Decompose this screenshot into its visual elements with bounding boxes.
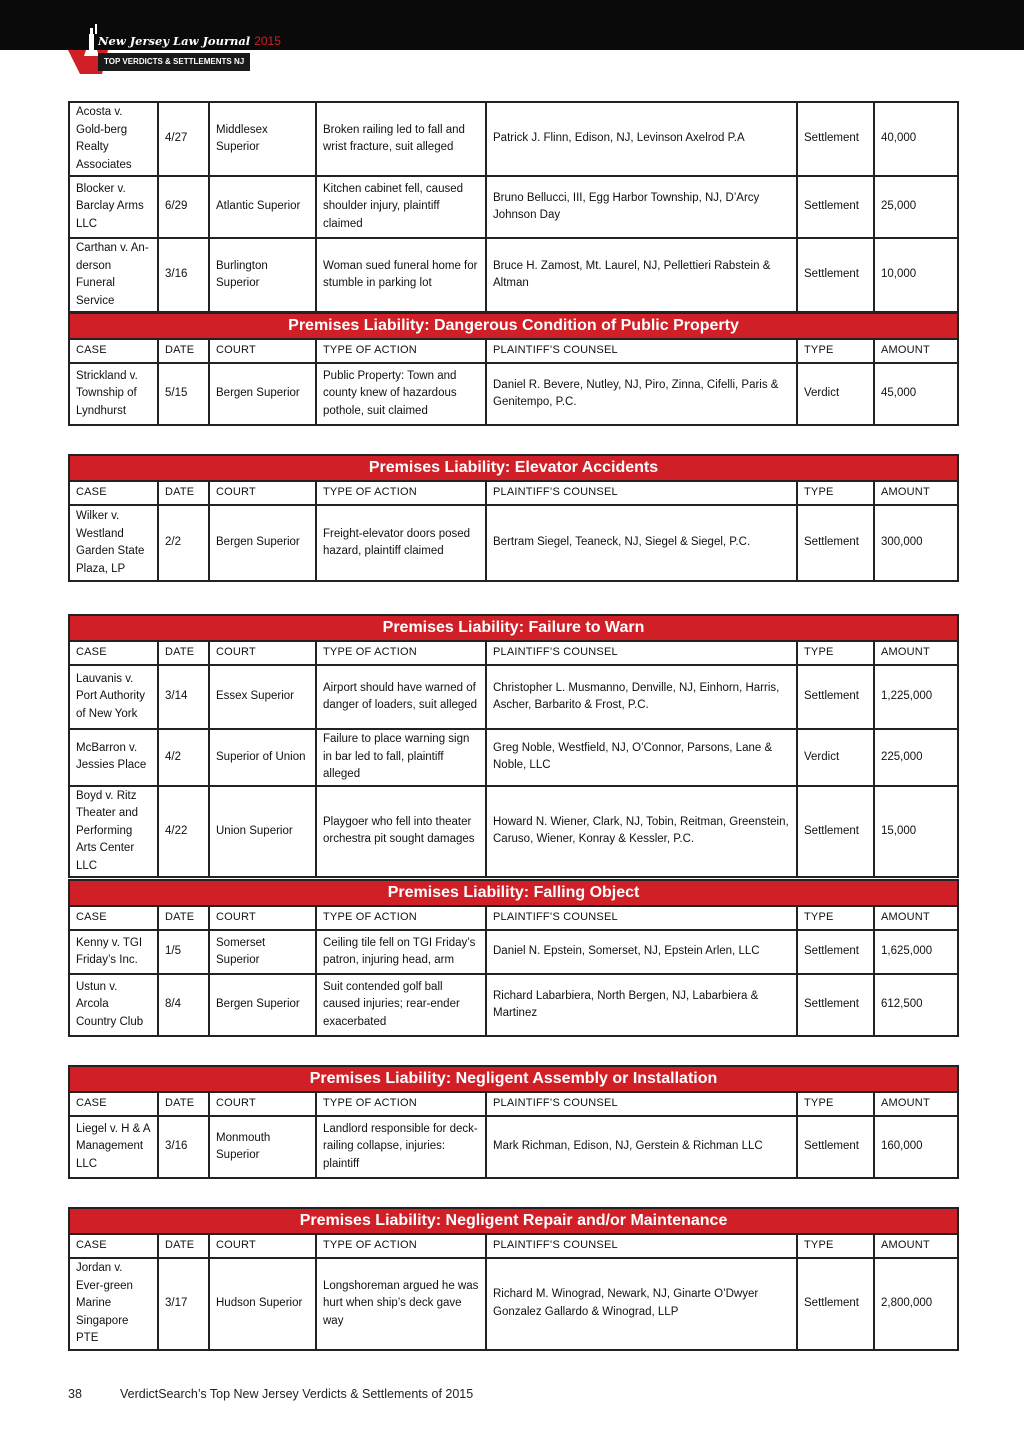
cell-amount: 2,800,000 [874,1258,958,1350]
section-4 [68,1065,957,1179]
section-1 [68,454,957,582]
column-header-row [69,906,958,930]
cell-counsel: Daniel N. Epstein, Somerset, NJ, Epstein Arlen, LLC [486,930,797,974]
cell-type: Verdict [797,729,874,786]
column-header-date: DATE [158,1092,209,1116]
cell-case: Lauvanis v. Port Authority of New York [69,665,158,729]
table-row [69,1116,958,1178]
section-0 [68,312,957,426]
cell-counsel: Bertram Siegel, Teaneck, NJ, Siegel & Siegel, P.C. [486,505,797,581]
column-header-action: TYPE OF ACTION [316,481,486,505]
cell-amount: 45,000 [874,363,958,425]
section-5 [68,1207,957,1351]
section-title: Premises Liability: Failure to Warn [69,615,958,641]
column-header-action: TYPE OF ACTION [316,339,486,363]
column-header-row [69,1234,958,1258]
column-header-case: CASE [69,906,158,930]
cell-case: Kenny v. TGI Friday’s Inc. [69,930,158,974]
publication-logo [68,22,281,74]
cell-court: Bergen Superior [209,974,316,1036]
table-row [69,786,958,878]
column-header-court: COURT [209,641,316,665]
cell-amount: 612,500 [874,974,958,1036]
cell-amount: 1,625,000 [874,930,958,974]
continued-table [68,101,957,313]
cell-case: Carthan v. An-derson Funeral Service [69,238,158,312]
column-header-amount: AMOUNT [874,481,958,505]
column-header-type: TYPE [797,1234,874,1258]
column-header-row [69,641,958,665]
cell-date: 3/16 [158,238,209,312]
column-header-action: TYPE OF ACTION [316,1234,486,1258]
cell-type: Settlement [797,238,874,312]
column-header-type: TYPE [797,641,874,665]
cell-court: Essex Superior [209,665,316,729]
column-header-case: CASE [69,1234,158,1258]
cell-court: Union Superior [209,786,316,878]
cell-counsel: Richard M. Winograd, Newark, NJ, Ginarte O’Dwyer Gonzalez Gallardo & Winograd, LLP [486,1258,797,1350]
cell-date: 6/29 [158,176,209,238]
cell-counsel: Bruce H. Zamost, Mt. Laurel, NJ, Pellettieri Rabstein & Altman [486,238,797,312]
cell-amount: 25,000 [874,176,958,238]
table-row [69,974,958,1036]
cell-counsel: Patrick J. Flinn, Edison, NJ, Levinson Axelrod P.A [486,102,797,176]
cell-type: Settlement [797,786,874,878]
cell-counsel: Greg Noble, Westfield, NJ, O’Connor, Parsons, Lane & Noble, LLC [486,729,797,786]
section-3 [68,879,957,1037]
cell-case: Wilker v. Westland Garden State Plaza, LP [69,505,158,581]
cell-action: Broken railing led to fall and wrist fracture, suit alleged [316,102,486,176]
cell-case: Jordan v. Ever-green Marine Singapore PTE [69,1258,158,1350]
cell-date: 8/4 [158,974,209,1036]
table-row [69,930,958,974]
cell-court: Superior of Union [209,729,316,786]
cell-case: Ustun v. Arcola Country Club [69,974,158,1036]
cell-date: 4/2 [158,729,209,786]
cell-case: McBarron v. Jessies Place [69,729,158,786]
cell-court: Somerset Superior [209,930,316,974]
cell-counsel: Mark Richman, Edison, NJ, Gerstein & Richman LLC [486,1116,797,1178]
cell-court: Hudson Superior [209,1258,316,1350]
cell-action: Freight-elevator doors posed hazard, plaintiff claimed [316,505,486,581]
cell-date: 3/17 [158,1258,209,1350]
cell-counsel: Howard N. Wiener, Clark, NJ, Tobin, Reitman, Greenstein, Caruso, Wiener, Konray & Kessler, P.C. [486,786,797,878]
cell-court: Middlesex Superior [209,102,316,176]
column-header-date: DATE [158,641,209,665]
table-row [69,1258,958,1350]
column-header-type: TYPE [797,481,874,505]
table-row [69,176,958,238]
column-header-amount: AMOUNT [874,1092,958,1116]
column-header-case: CASE [69,339,158,363]
column-header-amount: AMOUNT [874,906,958,930]
cell-date: 3/14 [158,665,209,729]
cell-amount: 160,000 [874,1116,958,1178]
cell-action: Woman sued funeral home for stumble in parking lot [316,238,486,312]
column-header-action: TYPE OF ACTION [316,641,486,665]
cell-counsel: Christopher L. Musmanno, Denville, NJ, Einhorn, Harris, Ascher, Barbarito & Frost, P.C. [486,665,797,729]
cell-action: Airport should have warned of danger of loaders, suit alleged [316,665,486,729]
column-header-counsel: PLAINTIFF’S COUNSEL [486,481,797,505]
cell-date: 4/27 [158,102,209,176]
column-header-amount: AMOUNT [874,339,958,363]
page-number: 38 [68,1387,82,1401]
cell-case: Acosta v. Gold-berg Realty Associates [69,102,158,176]
column-header-amount: AMOUNT [874,641,958,665]
cell-date: 1/5 [158,930,209,974]
publication-subtitle: TOP VERDICTS & SETTLEMENTS NJ [98,53,250,71]
cell-type: Settlement [797,102,874,176]
section-2 [68,614,957,878]
column-header-court: COURT [209,1092,316,1116]
publication-title: New Jersey Law Journal 2015 [98,34,281,48]
column-header-date: DATE [158,339,209,363]
cell-amount: 1,225,000 [874,665,958,729]
cell-type: Settlement [797,1116,874,1178]
column-header-counsel: PLAINTIFF’S COUNSEL [486,641,797,665]
table-row [69,665,958,729]
column-header-type: TYPE [797,906,874,930]
column-header-counsel: PLAINTIFF’S COUNSEL [486,339,797,363]
column-header-court: COURT [209,1234,316,1258]
cell-court: Monmouth Superior [209,1116,316,1178]
cell-type: Settlement [797,930,874,974]
cell-amount: 15,000 [874,786,958,878]
cell-date: 4/22 [158,786,209,878]
column-header-row [69,339,958,363]
cell-court: Atlantic Superior [209,176,316,238]
cell-case: Boyd v. Ritz Theater and Performing Arts Center LLC [69,786,158,878]
cell-action: Landlord responsible for deck-railing collapse, injuries: plaintiff [316,1116,486,1178]
cell-amount: 10,000 [874,238,958,312]
cell-counsel: Daniel R. Bevere, Nutley, NJ, Piro, Zinna, Cifelli, Paris & Genitempo, P.C. [486,363,797,425]
cell-type: Settlement [797,176,874,238]
section-title: Premises Liability: Dangerous Condition of Public Property [69,313,958,339]
column-header-court: COURT [209,481,316,505]
cell-type: Settlement [797,1258,874,1350]
cell-counsel: Richard Labarbiera, North Bergen, NJ, Labarbiera & Martinez [486,974,797,1036]
column-header-action: TYPE OF ACTION [316,906,486,930]
column-header-date: DATE [158,906,209,930]
column-header-case: CASE [69,481,158,505]
column-header-action: TYPE OF ACTION [316,1092,486,1116]
column-header-row [69,481,958,505]
cell-amount: 300,000 [874,505,958,581]
page-footer [68,1387,473,1401]
cell-court: Bergen Superior [209,505,316,581]
section-title: Premises Liability: Negligent Repair and/or Maintenance [69,1208,958,1234]
cell-action: Failure to place warning sign in bar led to fall, plaintiff alleged [316,729,486,786]
cell-type: Settlement [797,665,874,729]
column-header-row [69,1092,958,1116]
section-title: Premises Liability: Falling Object [69,880,958,906]
cell-date: 2/2 [158,505,209,581]
cell-counsel: Bruno Bellucci, III, Egg Harbor Township, NJ, D’Arcy Johnson Day [486,176,797,238]
column-header-type: TYPE [797,1092,874,1116]
table-row [69,102,958,176]
table-row [69,238,958,312]
column-header-counsel: PLAINTIFF’S COUNSEL [486,906,797,930]
column-header-date: DATE [158,481,209,505]
column-header-type: TYPE [797,339,874,363]
cell-date: 3/16 [158,1116,209,1178]
cell-case: Liegel v. H & A Management LLC [69,1116,158,1178]
cell-court: Bergen Superior [209,363,316,425]
column-header-case: CASE [69,641,158,665]
section-title: Premises Liability: Negligent Assembly or Installation [69,1066,958,1092]
column-header-case: CASE [69,1092,158,1116]
cell-case: Blocker v. Barclay Arms LLC [69,176,158,238]
cell-action: Suit contended golf ball caused injuries; rear-ender exacerbated [316,974,486,1036]
table-row [69,729,958,786]
cell-action: Playgoer who fell into theater orchestra pit sought damages [316,786,486,878]
cell-action: Public Property: Town and county knew of hazardous pothole, suit claimed [316,363,486,425]
cell-action: Ceiling tile fell on TGI Friday’s patron, injuring head, arm [316,930,486,974]
cell-type: Settlement [797,505,874,581]
column-header-amount: AMOUNT [874,1234,958,1258]
cell-amount: 225,000 [874,729,958,786]
column-header-court: COURT [209,906,316,930]
cell-case: Strickland v. Township of Lyndhurst [69,363,158,425]
column-header-counsel: PLAINTIFF’S COUNSEL [486,1092,797,1116]
cell-date: 5/15 [158,363,209,425]
cell-type: Verdict [797,363,874,425]
cell-action: Longshoreman argued he was hurt when ship’s deck gave way [316,1258,486,1350]
footer-title: VerdictSearch’s Top New Jersey Verdicts & Settlements of 2015 [120,1387,474,1401]
column-header-counsel: PLAINTIFF’S COUNSEL [486,1234,797,1258]
cell-type: Settlement [797,974,874,1036]
cell-court: Burlington Superior [209,238,316,312]
column-header-date: DATE [158,1234,209,1258]
table-row [69,363,958,425]
cell-action: Kitchen cabinet fell, caused shoulder injury, plaintiff claimed [316,176,486,238]
cell-amount: 40,000 [874,102,958,176]
column-header-court: COURT [209,339,316,363]
table-row [69,505,958,581]
section-title: Premises Liability: Elevator Accidents [69,455,958,481]
